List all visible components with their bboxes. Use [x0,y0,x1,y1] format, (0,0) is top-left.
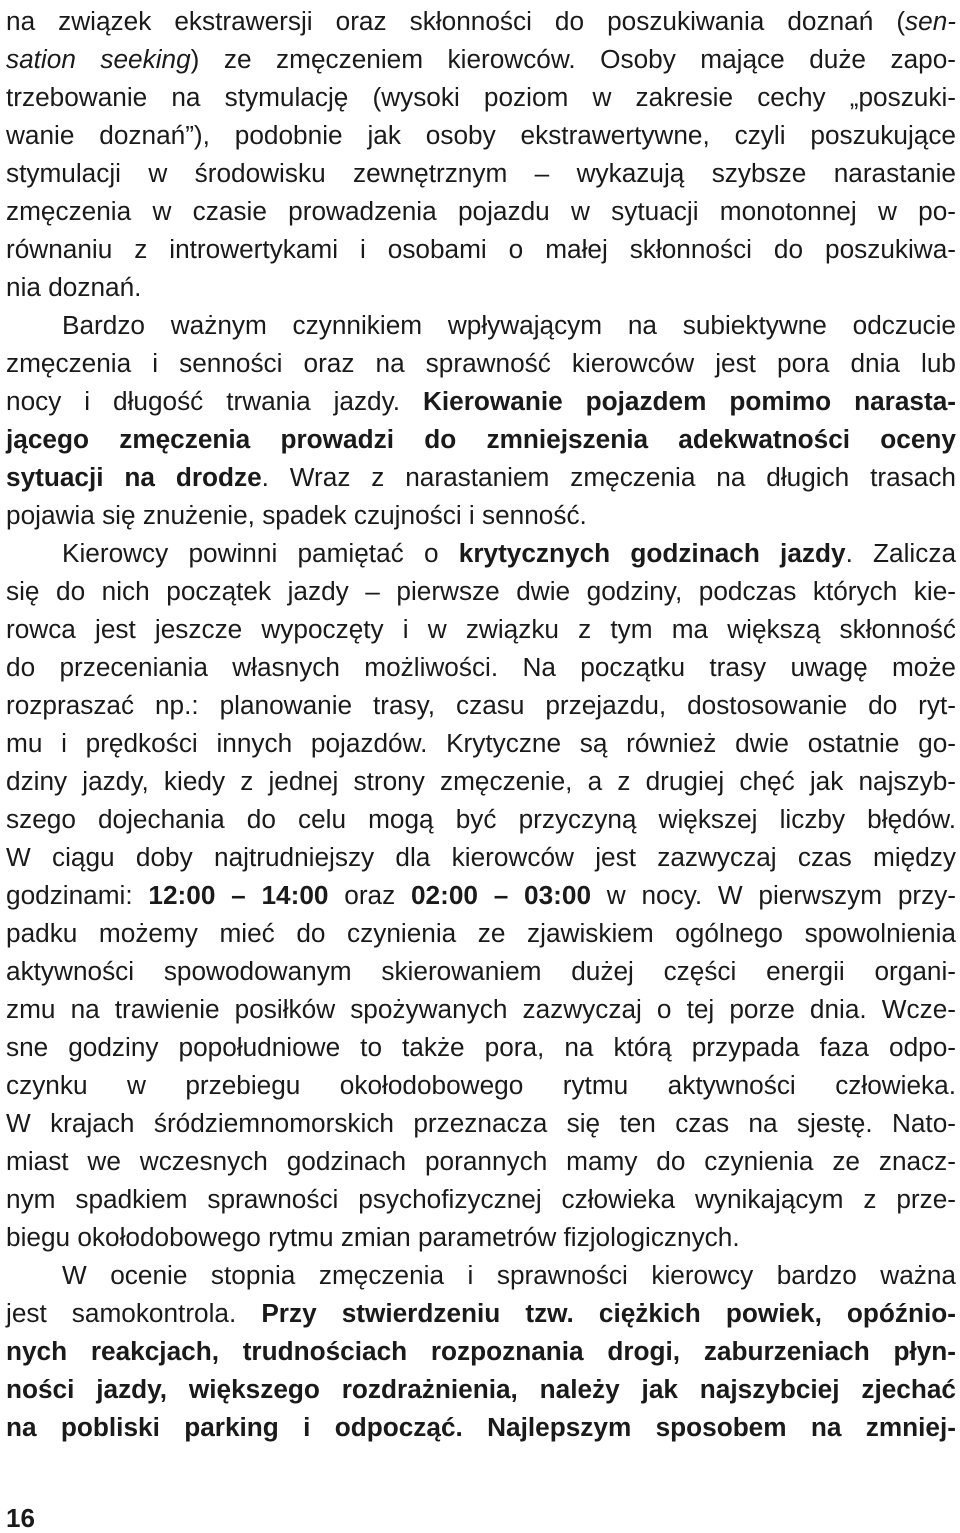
text-line [6,306,956,344]
text-line [6,458,956,496]
text-run: wanie doznań”), podobnie jak osoby ekstrawertywne, czyli poszukujące [6,120,956,150]
text-line [6,1142,956,1180]
text-line [6,952,956,990]
text-run: stymulacji w środowisku zewnętrznym – wykazują szybsze narastanie [6,158,956,188]
text-line [6,1218,956,1256]
text-run: W ciągu doby najtrudniejszy dla kierowców jest zazwyczaj czas między [6,842,956,872]
text-line [6,268,956,306]
text-line [6,382,956,420]
text-run: oraz [328,880,411,910]
text-line [6,990,956,1028]
text-line [6,1180,956,1218]
text-line [6,40,956,78]
text-line [6,876,956,914]
text-line [6,116,956,154]
text-run: godzinami: [6,880,149,910]
text-run: równaniu z introwertykami i osobami o małej skłonności do poszukiwa- [6,234,956,264]
text-line [6,914,956,952]
text-run: zmu na trawienie posiłków spożywanych zazwyczaj o tej porze dnia. Wcze- [6,994,956,1024]
text-line [6,1370,956,1408]
text-run: nym spadkiem sprawności psychofizycznej człowieka wynikającym z prze- [6,1184,956,1214]
text-run: sen- [905,6,956,36]
text-run: dziny jazdy, kiedy z jednej strony zmęczenie, a z drugiej chęć jak najszyb- [6,766,956,796]
text-run: krytycznych godzinach jazdy [458,538,846,568]
text-line [6,572,956,610]
text-run: nych reakcjach, trudnościach rozpoznania drogi, zaburzeniach płyn- [6,1336,956,1366]
text-run: do przeceniania własnych możliwości. Na początku trasy uwagę może [6,652,956,682]
text-run: szego dojechania do celu mogą być przyczyną większej liczby błędów. [6,804,956,834]
text-line [6,192,956,230]
text-run: trzebowanie na stymulację (wysoki poziom w zakresie cechy „poszuki- [6,82,956,112]
text-run: nocy i długość trwania jazdy. [6,386,423,416]
text-run: na związek ekstrawersji oraz skłonności do poszukiwania doznań ( [6,6,906,36]
text-run: się do nich początek jazdy – pierwsze dwie godziny, podczas których kie- [6,576,956,606]
text-line [6,420,956,458]
text-run: W ocenie stopnia zmęczenia i sprawności kierowcy bardzo ważna [62,1260,956,1290]
text-line [6,496,956,534]
text-run: aktywności spowodowanym skierowaniem dużej części energii organi- [6,956,956,986]
text-line [6,1294,956,1332]
text-run: sne godziny popołudniowe to także pora, na którą przypada faza odpo- [6,1032,956,1062]
text-run: 02:00 – 03:00 [410,880,592,910]
text-line [6,648,956,686]
text-run: . Zalicza [845,538,957,568]
text-run: biegu okołodobowego rytmu zmian parametrów fizjologicznych. [6,1222,740,1252]
text-line [6,154,956,192]
page-number: 16 [6,1503,35,1533]
text-run: jest samokontrola. [6,1298,262,1328]
text-line [6,534,956,572]
text-line [6,1332,956,1370]
text-run: rozpraszać np.: planowanie trasy, czasu przejazdu, dostosowanie do ryt- [6,690,956,720]
text-line [6,344,956,382]
text-run: pojawia się znużenie, spadek czujności i senność. [6,500,587,530]
text-line [6,1066,956,1104]
text-line [6,762,956,800]
text-run: zmęczenia i senności oraz na sprawność kierowców jest pora dnia lub [6,348,956,378]
text-run: jącego zmęczenia prowadzi do zmniejszenia adekwatności oceny [6,424,956,454]
text-run: na pobliski parking i odpocząć. Najlepszym sposobem na zmniej- [6,1412,956,1442]
text-line [6,1104,956,1142]
text-run: W krajach śródziemnomorskich przeznacza się ten czas na sjestę. Nato- [6,1108,956,1138]
text-run: zmęczenia w czasie prowadzenia pojazdu w sytuacji monotonnej w po- [6,196,956,226]
text-line [6,686,956,724]
text-run: w nocy. W pierwszym przy- [591,880,957,910]
text-run: 12:00 – 14:00 [148,880,329,910]
text-run: Bardzo ważnym czynnikiem wpływającym na subiektywne odczucie [62,310,956,340]
text-line [6,1256,956,1294]
text-run: rowca jest jeszcze wypoczęty i w związku z tym ma większą skłonność [6,614,956,644]
text-run: sation seeking [6,44,191,74]
text-run: czynku w przebiegu okołodobowego rytmu aktywności człowieka. [6,1070,956,1100]
text-line [6,1028,956,1066]
text-run: ności jazdy, większego rozdrażnienia, należy jak najszybciej zjechać [6,1374,956,1404]
text-run: sytuacji na drodze [6,462,262,492]
text-run: mu i prędkości innych pojazdów. Krytyczne są również dwie ostatnie go- [6,728,956,758]
text-line [6,78,956,116]
text-run: nia doznań. [6,272,142,302]
text-line [6,800,956,838]
text-line [6,610,956,648]
text-run: Kierowcy powinni pamiętać o [62,538,459,568]
text-line [6,838,956,876]
text-run: miast we wczesnych godzinach porannych mamy do czynienia ze znacz- [6,1146,956,1176]
text-line [6,724,956,762]
text-line [6,230,956,268]
text-run: . Wraz z narastaniem zmęczenia na długich trasach [261,462,956,492]
text-line [6,1408,956,1446]
text-line [6,2,956,40]
text-run: padku możemy mieć do czynienia ze zjawiskiem ogólnego spowolnienia [6,918,956,948]
text-run: Kierowanie pojazdem pomimo narasta- [422,386,956,416]
text-run: Przy stwierdzeniu tzw. ciężkich powiek, opóźnio- [261,1298,956,1328]
text-run: ) ze zmęczeniem kierowców. Osoby mające duże zapo- [190,44,957,74]
